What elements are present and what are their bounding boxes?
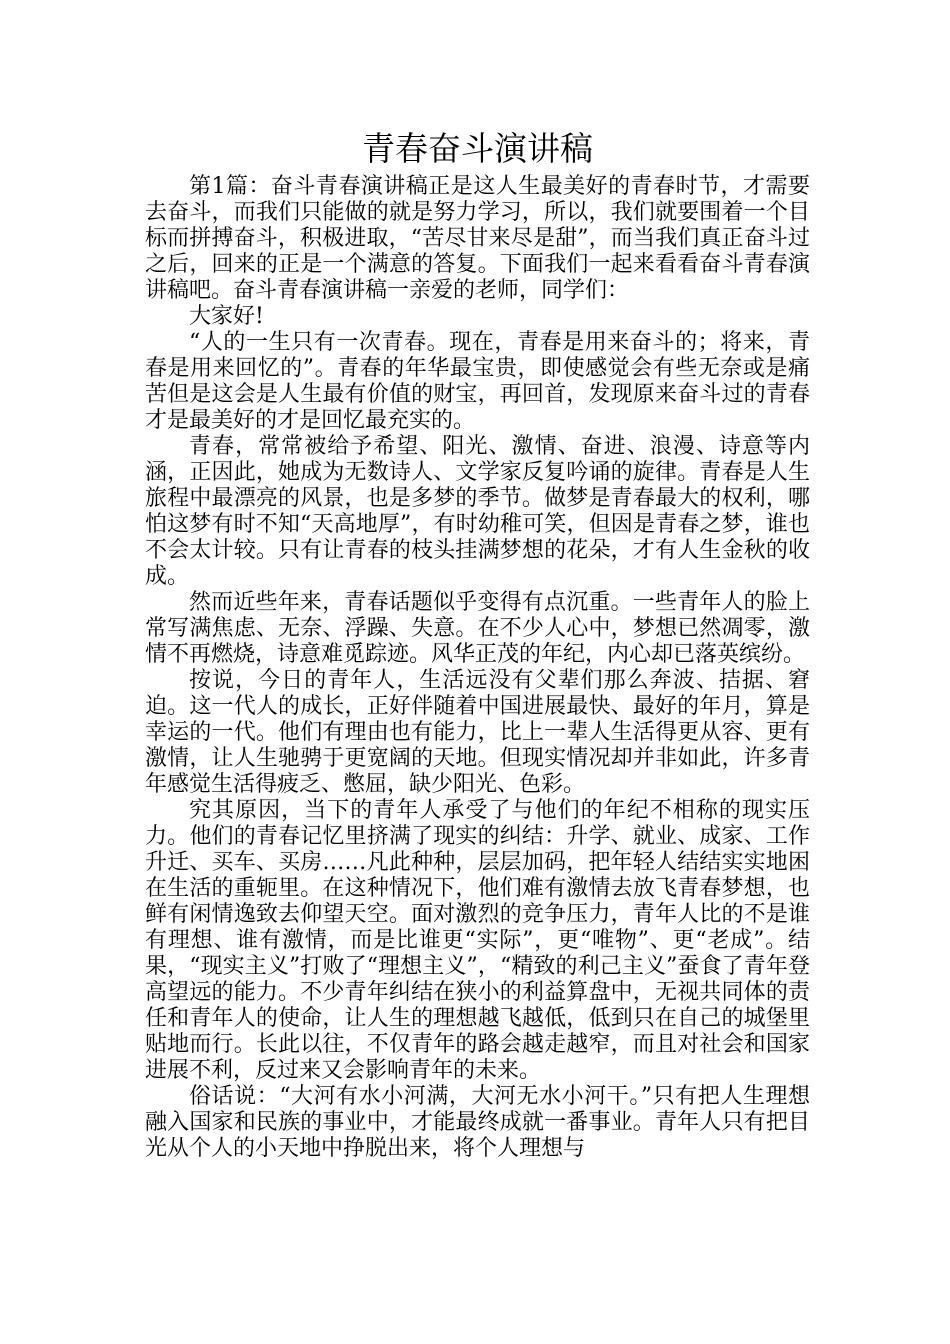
paragraph-1: 第1篇：奋斗青春演讲稿正是这人生最美好的青春时节，才需要去奋斗，而我们只能做的就是努力学习，所以，我们就要围着一个目标而拼搏奋斗，积极进取，“苦尽甘来尽是甜”，而当我们真正奋斗过之后，回来的正是一个满意的答复。下面我们一起来看看奋斗青春演讲稿吧。奋斗青春演讲稿一亲爱的老师，同学们： — [145, 174, 810, 303]
paragraph-2: 大家好! — [189, 304, 264, 329]
paragraph-6: 按说，今日的青年人，生活远没有父辈们那么奔波、拮据、窘迫。这一代人的成长，正好伴随着中国进展最快、最好的年月，算是幸运的一代。他们有理由也有能力，比上一辈人生活得更从容、更有激情，让人生驰骋于更宽阔的天地。但现实情况却并非如此，许多青年感觉生活得疲乏、憋屈，缺少阳光、色彩。 — [145, 668, 810, 797]
paragraph-7: 究其原因，当下的青年人承受了与他们的年纪不相称的现实压力。他们的青春记忆里挤满了现实的纠结：升学、就业、成家、工作升迁、买车、买房……凡此种种，层层加码，把年轻人结结实实地困在生活的重轭里。在这种情况下，他们难有激情去放飞青春梦想，也鲜有闲情逸致去仰望天空。面对激烈的竞争压力，青年人比的不是谁有理想、谁有激情，而是比谁更“实际”，更“唯物”、更“老成”。结果，“现实主义”打败了“理想主义”，“精致的利己主义”蚕食了青年登高望远的能力。不少青年纠结在狭小的利益算盘中，无视共同体的责任和青年人的使命，让人生的理想越飞越低，低到只在自己的城堡里贴地而行。长此以往，不仅青年的路会越走越窄，而且对社会和国家进展不利，反过来又会影响青年的未来。 — [145, 798, 810, 1083]
paragraph-4: 青春，常常被给予希望、阳光、激情、奋进、浪漫、诗意等内涵，正因此，她成为无数诗人、文学家反复吟诵的旋律。青春是人生旅程中最漂亮的风景，也是多梦的季节。做梦是青春最大的权利，哪怕这梦有时不知“天高地厚”，有时幼稚可笑，但因是青春之梦，谁也不会太计较。只有让青春的枝头挂满梦想的花朵，才有人生金秋的收成。 — [145, 434, 810, 589]
document-title: 青春奋斗演讲稿 — [362, 129, 593, 168]
paragraph-5: 然而近些年来，青春话题似乎变得有点沉重。一些青年人的脸上常写满焦虑、无奈、浮躁、失意。在不少人心中，梦想已然凋零，激情不再燃烧，诗意难觅踪迹。风华正茂的年纪，内心却已落英缤纷。 — [145, 590, 810, 667]
paragraph-3: “人的一生只有一次青春。现在，青春是用来奋斗的；将来，青春是用来回忆的”。青春的年华最宝贵，即使感觉会有些无奈或是痛苦但是这会是人生最有价值的财宝，再回首，发现原来奋斗过的青春才是最美好的才是回忆最充实的。 — [145, 330, 810, 433]
document-page — [145, 126, 810, 1162]
paragraph-8: 俗话说：“大河有水小河满，大河无水小河干。”只有把人生理想融入国家和民族的事业中，才能最终成就一番事业。青年人只有把目光从个人的小天地中挣脱出来，将个人理想与 — [145, 1084, 810, 1161]
